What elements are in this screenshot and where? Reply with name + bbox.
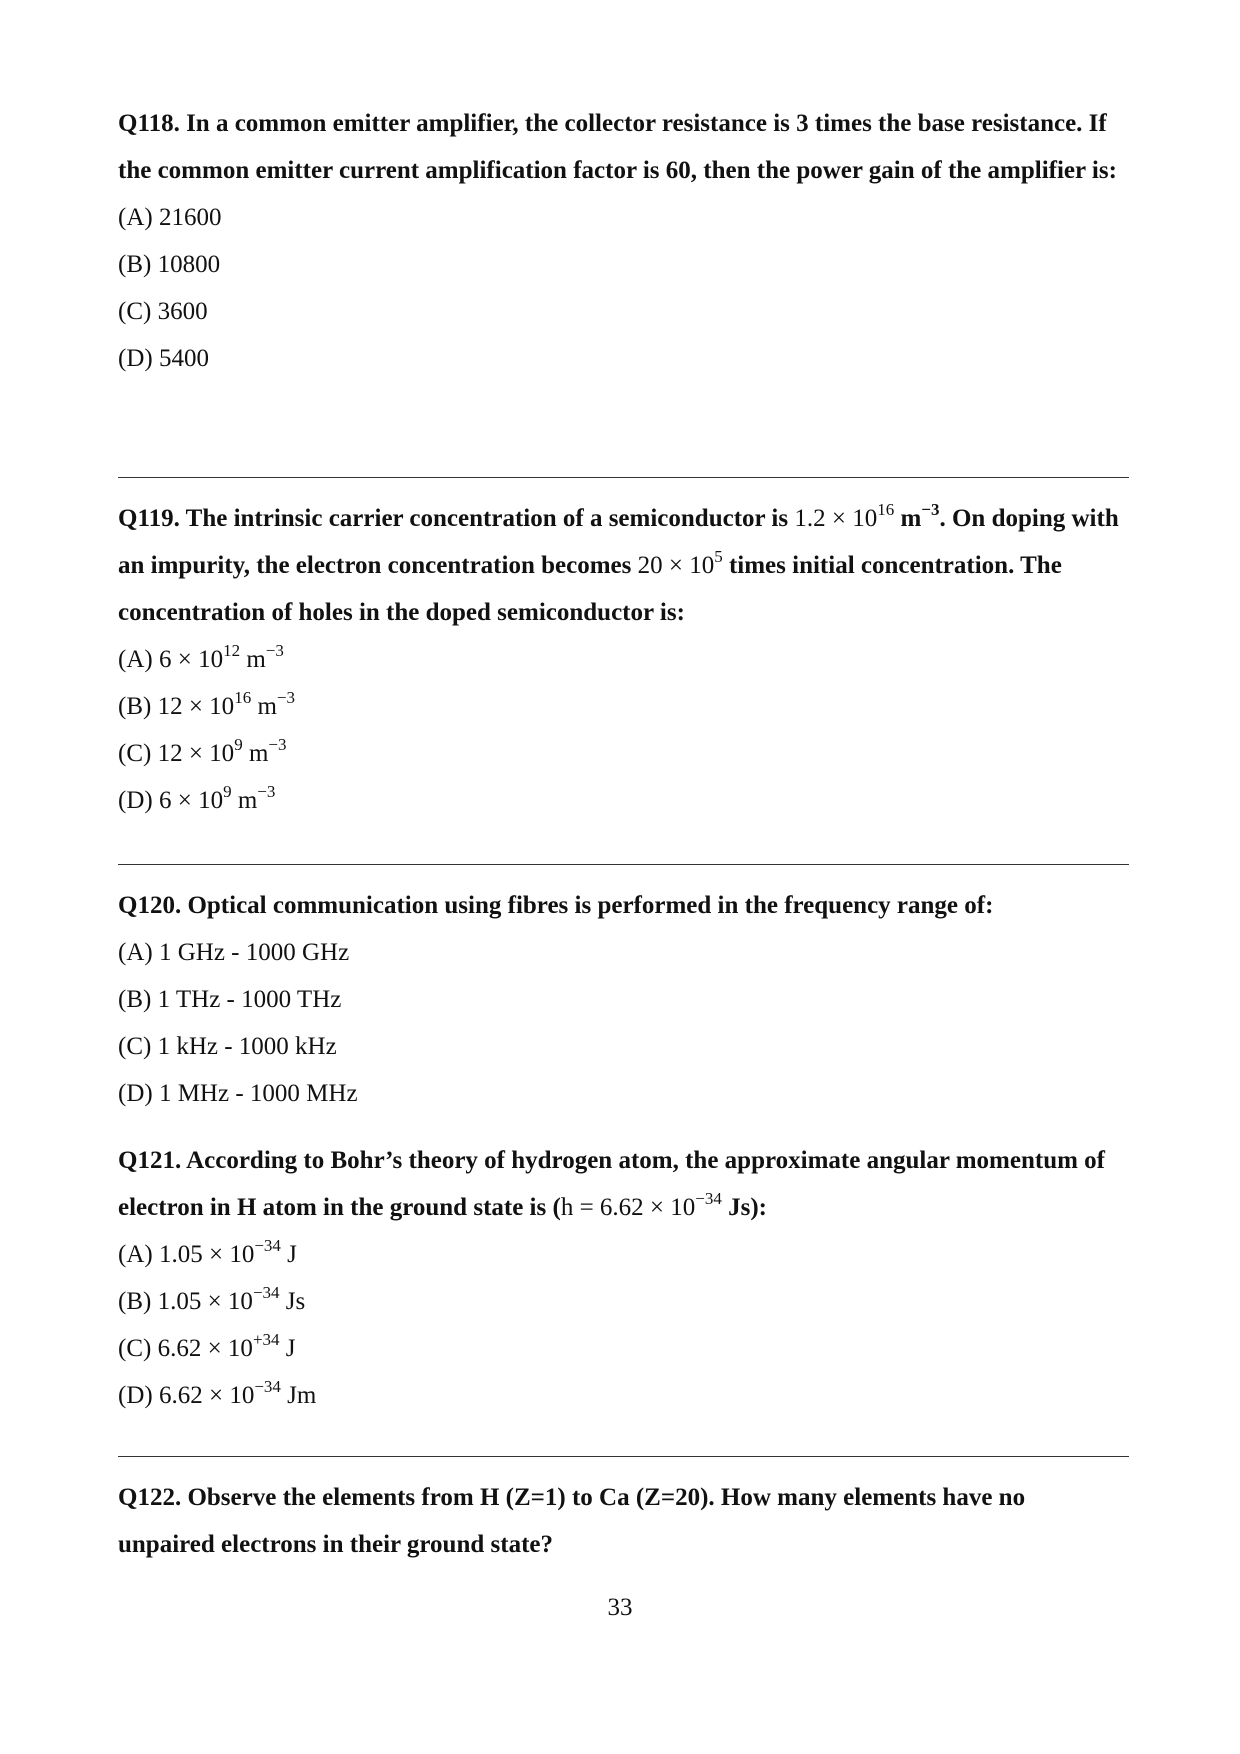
unit: Jm	[287, 1382, 317, 1409]
divider	[118, 1456, 1129, 1457]
unit: m	[257, 693, 277, 720]
exponent: −34	[254, 1235, 281, 1255]
option-label: (D)	[118, 1382, 153, 1409]
option-a	[118, 1231, 1128, 1278]
question-number: Q118.	[118, 110, 180, 137]
mantissa: 6 × 10	[158, 787, 224, 814]
mantissa: 12 × 10	[157, 693, 235, 720]
planck-constant	[560, 1188, 722, 1221]
question-119	[118, 495, 1128, 824]
option-c	[118, 730, 1128, 777]
option-d: (D) 5400	[118, 345, 209, 372]
mantissa: 6 × 10	[158, 646, 224, 673]
divider	[118, 477, 1129, 478]
exponent: 16	[234, 687, 252, 707]
question-number: Q120.	[118, 892, 182, 919]
question-120-stem	[118, 882, 1128, 929]
question-text: The intrinsic carrier concentration of a semiconductor is	[185, 505, 789, 532]
multiplication-factor	[637, 546, 723, 579]
option-a: (A) 21600	[118, 204, 222, 231]
option-b: (B) 1 THz - 1000 THz	[118, 986, 342, 1013]
question-118	[118, 100, 1128, 382]
option-label: (D)	[118, 787, 153, 814]
option-c	[118, 1325, 1128, 1372]
intrinsic-concentration	[794, 499, 895, 532]
question-121-stem	[118, 1137, 1128, 1231]
question-text: times initial concentration. The concentration of holes in the doped semiconductor is:	[118, 552, 1062, 626]
unit: m	[246, 646, 266, 673]
mantissa: 1.2 × 10	[794, 505, 878, 532]
question-text: . On doping with an impurity, the electron concentration becomes	[118, 505, 1119, 579]
question-text: Js):	[728, 1194, 767, 1221]
option-d: (D) 1 MHz - 1000 MHz	[118, 1080, 358, 1107]
exponent: 5	[714, 546, 723, 566]
option-c: (C) 3600	[118, 298, 208, 325]
question-text: Optical communication using fibres is performed in the frequency range of:	[187, 892, 994, 919]
option-b	[118, 683, 1128, 730]
option-a	[118, 636, 1128, 683]
exponent: 9	[223, 781, 232, 801]
mantissa: 6.62 × 10	[158, 1382, 255, 1409]
question-number: Q119.	[118, 505, 180, 532]
mantissa: 20 × 10	[637, 552, 715, 579]
question-text: Observe the elements from H (Z=1) to Ca (Z=20). How many elements have no unpaired electrons in their ground state?	[118, 1484, 1026, 1558]
unit: m	[900, 505, 922, 532]
question-122-stem	[118, 1474, 1128, 1568]
mantissa: 6.62 × 10	[157, 1335, 253, 1362]
option-d	[118, 777, 1128, 824]
option-label: (A)	[118, 1241, 153, 1268]
unit: J	[285, 1335, 296, 1362]
unit-exponent: −3	[265, 640, 284, 660]
option-label: (B)	[118, 1288, 152, 1315]
question-118-stem	[118, 100, 1128, 194]
question-text: According to Bohr’s theory of hydrogen atom, the approximate angular momentum of electron in H atom in the ground state is (	[118, 1147, 1105, 1221]
mantissa: 1.05 × 10	[157, 1288, 253, 1315]
option-label: (C)	[118, 1335, 152, 1362]
unit-exponent: −3	[257, 781, 276, 801]
option-b: (B) 10800	[118, 251, 221, 278]
question-number: Q121.	[118, 1147, 182, 1174]
exponent: 9	[234, 734, 243, 754]
question-120	[118, 882, 1128, 1117]
unit: m	[237, 787, 258, 814]
unit-exponent: −3	[268, 734, 287, 754]
option-b	[118, 1278, 1128, 1325]
exponent: 12	[223, 640, 241, 660]
option-c: (C) 1 kHz - 1000 kHz	[118, 1033, 337, 1060]
exponent: +34	[252, 1329, 280, 1349]
option-label: (B)	[118, 693, 152, 720]
unit-exponent: −3	[921, 499, 940, 519]
unit-exponent: −3	[276, 687, 295, 707]
question-119-stem	[118, 495, 1128, 636]
unit: m	[248, 740, 269, 767]
page-number: 33	[607, 1594, 633, 1621]
question-number: Q122.	[118, 1484, 182, 1511]
question-text: In a common emitter amplifier, the collector resistance is 3 times the base resistance. If the common emitter current amplification factor is 60, then the power gain of the amplifier is:	[118, 110, 1117, 184]
option-label: (A)	[118, 646, 153, 673]
question-122	[118, 1474, 1128, 1568]
exponent: −34	[252, 1282, 280, 1302]
mantissa: 12 × 10	[157, 740, 235, 767]
exponent: −34	[695, 1188, 722, 1208]
divider	[118, 864, 1129, 865]
exponent: 16	[877, 499, 895, 519]
exponent: −34	[254, 1376, 281, 1396]
option-d	[118, 1372, 1128, 1419]
unit: J	[287, 1241, 297, 1268]
unit: Js	[285, 1288, 306, 1315]
mantissa: 1.05 × 10	[158, 1241, 255, 1268]
option-a: (A) 1 GHz - 1000 GHz	[118, 939, 350, 966]
mantissa: h = 6.62 × 10	[560, 1194, 696, 1221]
option-label: (C)	[118, 740, 152, 767]
question-121	[118, 1137, 1128, 1419]
